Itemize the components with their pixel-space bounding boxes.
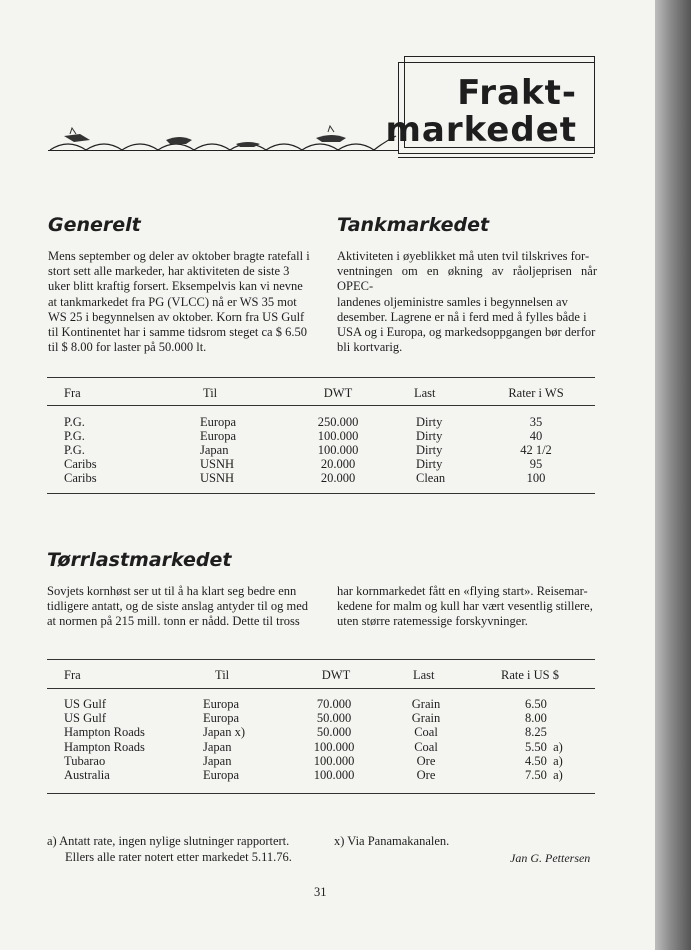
table-cell: Coal (414, 740, 438, 754)
table-cell: 4.50 a) (525, 754, 563, 768)
table-cell: 42 1/2 (520, 443, 552, 457)
table-cell: Europa (203, 697, 240, 711)
text-line: bli kortvarig. (337, 340, 403, 355)
page-edge-shadow (655, 0, 691, 950)
text-line: at normen på 215 mill. tonn er nådd. Dette til tross (47, 614, 300, 629)
author-signature: Jan G. Pettersen (510, 851, 591, 865)
text-line: til $ 8.00 for laster på 50.000 lt. (48, 340, 207, 355)
table-cell: P.G. (64, 415, 85, 429)
table-cell: Dirty (416, 429, 443, 443)
waves-ships-illustration (40, 120, 400, 160)
text-line: USA og i Europa, og markedsoppgangen bør derfor (337, 325, 596, 340)
table-cell: Coal (414, 725, 438, 739)
table-cell: Europa (203, 768, 240, 782)
table-cell: Ore (416, 768, 436, 782)
table-cell: Tubarao (64, 754, 106, 768)
text-line: har kornmarkedet fått en «flying start». Reisemar- (337, 584, 588, 598)
text-line: til Kontinentet har i samme tidsrom steget ca $ 6.50 (48, 325, 307, 340)
column-header: Til (203, 386, 218, 400)
column-header: Rate i US $ (501, 668, 559, 682)
table-cell: Europa (200, 429, 237, 443)
footnote-x: x) Via Panamakanalen. (334, 834, 450, 848)
column-header: DWT (323, 386, 353, 400)
table-cell: P.G. (64, 429, 85, 443)
table-cell: 6.50 (525, 697, 547, 711)
text-line: WS 25 i begynnelsen av oktober. Korn fra US Gulf (48, 309, 305, 324)
column-header: Fra (64, 668, 81, 682)
table-cell: 35 (529, 415, 543, 429)
text-line: Sovjets kornhøst ser ut til å ha klart seg bedre enn (47, 584, 297, 598)
table-cell: Grain (411, 697, 441, 711)
table-cell: 5.50 a) (525, 740, 563, 754)
table-cell: Dirty (416, 443, 443, 457)
table-cell: 100.000 (317, 429, 359, 443)
table-cell: 100.000 (313, 768, 355, 782)
table-cell: 50.000 (316, 725, 352, 739)
table-cell: 95 (529, 457, 543, 471)
text-line: landenes oljeministre samles i begynnelsen av (337, 294, 568, 309)
footnote-a-line1: a) Antatt rate, ingen nylige slutninger rapportert. (47, 834, 290, 848)
heading-tankmarkedet: Tankmarkedet (337, 214, 490, 236)
column-header: Last (413, 668, 435, 682)
table-cell: Dirty (416, 415, 443, 429)
footnote-a-line2: Ellers alle rater notert etter markedet 5.11.76. (65, 850, 292, 864)
paragraph-tankmarkedet (337, 249, 597, 355)
text-line: kedene for malm og kull har vært vesentlig stillere, (337, 599, 593, 614)
table-cell: 100.000 (313, 754, 355, 768)
table-cell: 50.000 (316, 711, 352, 725)
table-cell: US Gulf (64, 711, 107, 725)
table-cell: 8.00 (525, 711, 547, 725)
page-number: 31 (314, 885, 327, 899)
table-cell: 20.000 (320, 457, 356, 471)
text-line: uker blitt kraftig forsert. Eksempelvis kan vi nevne (48, 279, 303, 294)
table-cell: 70.000 (316, 697, 352, 711)
table-cell: 7.50 a) (525, 768, 563, 782)
header-rule (48, 150, 398, 151)
table-cell: Japan x) (203, 725, 245, 739)
paragraph-torrlast-left (47, 584, 311, 630)
table-cell: 100.000 (313, 740, 355, 754)
table-cell: Japan (203, 754, 232, 768)
text-line: tidligere antatt, og de siste anslag antyder til og med (47, 599, 309, 614)
table-cell: Hampton Roads (64, 725, 145, 739)
table-cell: 100 (526, 471, 546, 485)
table-cell: USNH (200, 457, 235, 471)
column-header: Til (215, 668, 230, 682)
table-rule-top (47, 377, 595, 378)
column-header: DWT (321, 668, 351, 682)
table-cell: 40 (529, 429, 543, 443)
table-cell: Japan (200, 443, 229, 457)
column-header: Rater i WS (508, 386, 564, 400)
heading-generelt: Generelt (48, 214, 141, 236)
table-cell: USNH (200, 471, 235, 485)
column-header: Fra (64, 386, 81, 400)
paragraph-torrlast-right (337, 584, 599, 630)
table-rule-top (47, 659, 595, 660)
table-rule-bottom (47, 493, 595, 494)
table-cell: 100.000 (317, 443, 359, 457)
table-cell: Japan (203, 740, 232, 754)
table-cell: P.G. (64, 443, 85, 457)
table-cell: 8.25 (525, 725, 547, 739)
text-line: uten større ratemessige forskyvninger. (337, 614, 528, 629)
table-cell: Clean (416, 471, 446, 485)
title-line-2: markedet (385, 110, 577, 150)
table-rule-header (47, 405, 595, 406)
table-cell: 20.000 (320, 471, 356, 485)
table-cell: Dirty (416, 457, 443, 471)
text-line: ventningen om en økning av råoljeprisen når OPEC- (337, 264, 597, 294)
text-line: at tankmarkedet fra PG (VLCC) nå er WS 35 mot (48, 294, 297, 309)
text-line: Aktiviteten i øyeblikket må uten tvil tilskrives for- (337, 249, 590, 263)
table-cell: Hampton Roads (64, 740, 145, 754)
header-rule-extension (398, 157, 593, 158)
text-line: stort sett alle markeder, har aktiviteten de siste 3 (48, 264, 290, 279)
title-line-1: Frakt- (457, 73, 577, 113)
table-rule-header (47, 688, 595, 689)
table-cell: Ore (416, 754, 436, 768)
text-line: Mens september og deler av oktober bragte ratefall i (48, 249, 310, 263)
column-header: Last (414, 386, 436, 400)
table-cell: 250.000 (317, 415, 359, 429)
table-cell: US Gulf (64, 697, 107, 711)
table-cell: Caribs (64, 471, 97, 485)
text-line: desember. Lagrene er nå i ferd med å fylles både i (337, 309, 587, 324)
table-cell: Europa (203, 711, 240, 725)
table-rule-bottom (47, 793, 595, 794)
table-cell: Caribs (64, 457, 97, 471)
heading-torrlastmarkedet: Tørrlastmarkedet (47, 549, 232, 571)
table-cell: Australia (64, 768, 110, 782)
paragraph-generelt (48, 249, 310, 355)
table-cell: Grain (411, 711, 441, 725)
table-cell: Europa (200, 415, 237, 429)
